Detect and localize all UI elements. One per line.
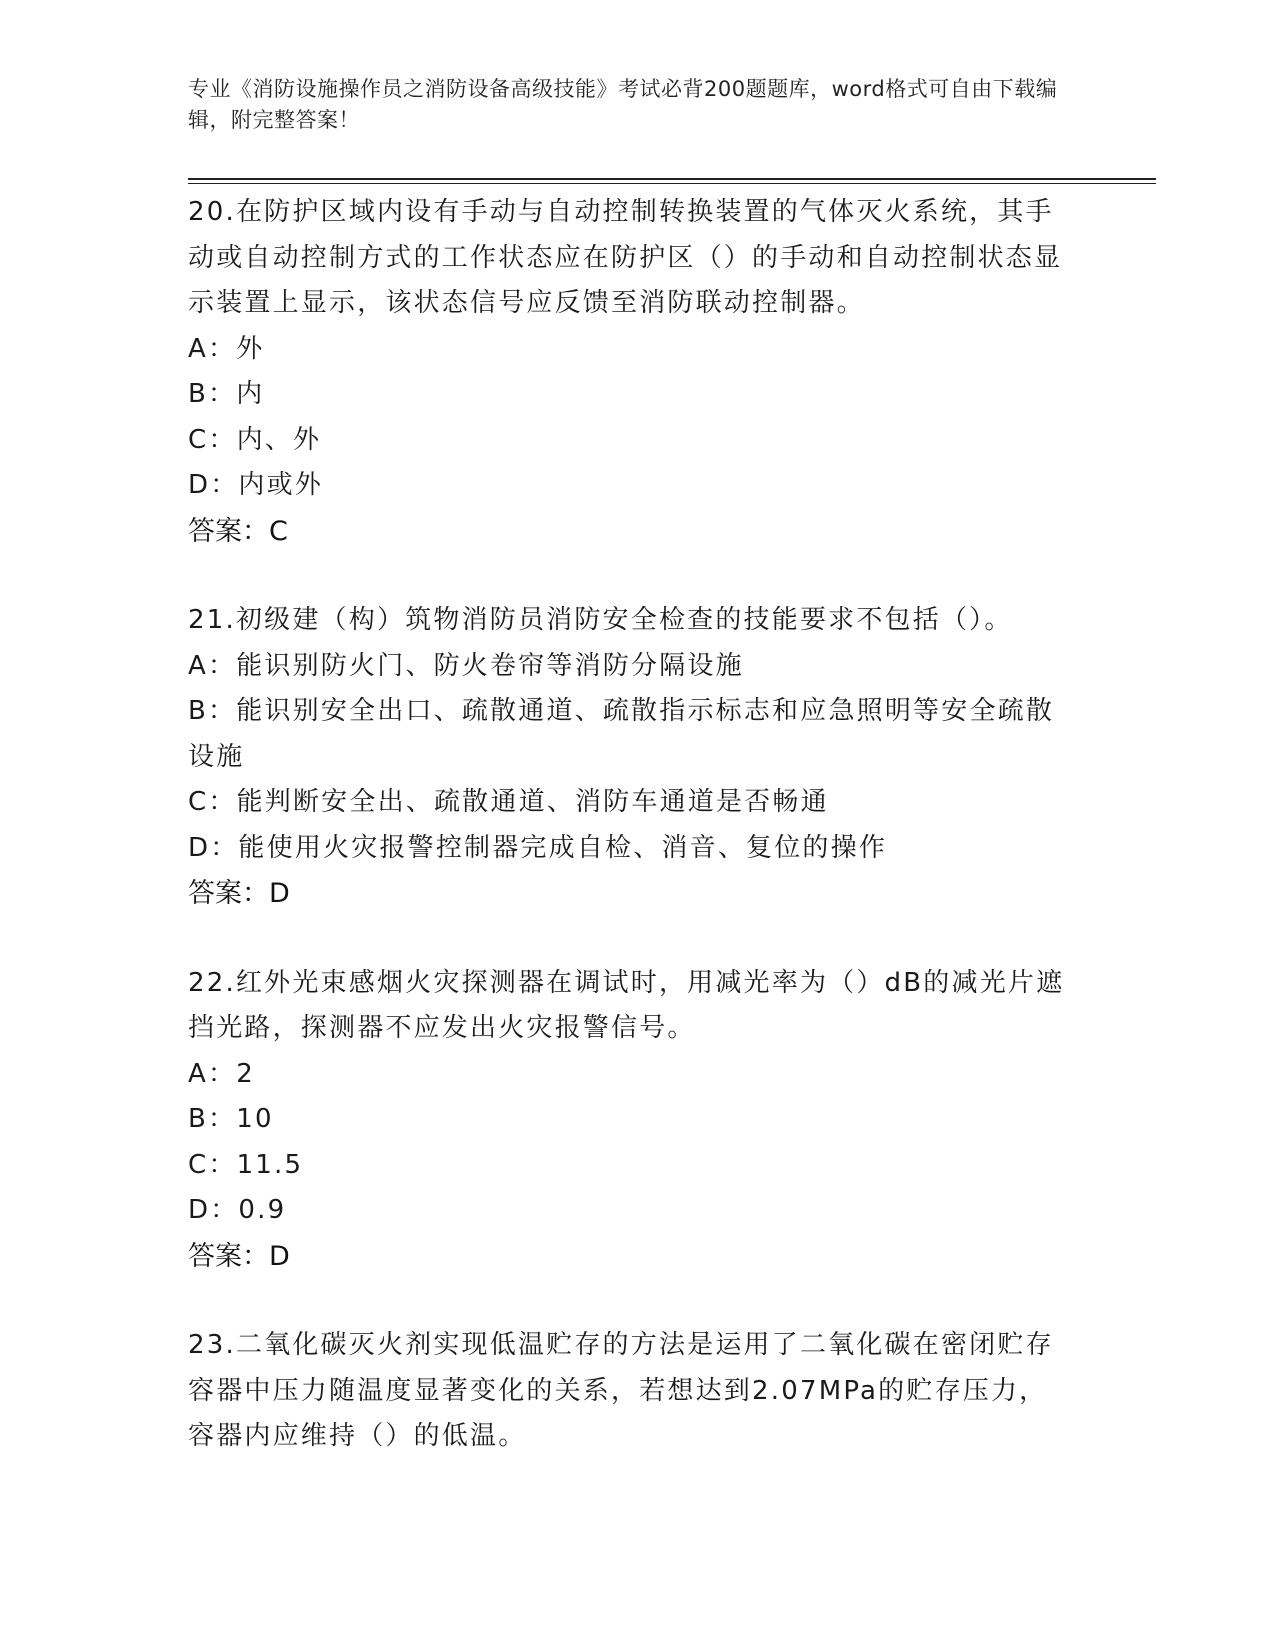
option-key: B： xyxy=(188,696,237,726)
option-text: 内或外 xyxy=(238,470,324,500)
option-c xyxy=(188,1143,1073,1189)
option-key: B： xyxy=(188,379,237,409)
question-stem: 23.二氧化碳灭火剂实现低温贮存的方法是运用了二氧化碳在密闭贮存容器中压力随温度显著变化的关系，若想达到2.07MPa的贮存压力，容器内应维持（）的低温。 xyxy=(188,1330,1054,1451)
option-text: 能识别安全出口、疏散通道、疏散指示标志和应急照明等安全疏散设施 xyxy=(188,696,1055,772)
option-key: A： xyxy=(188,333,237,364)
question-21 xyxy=(188,598,1088,917)
option-text: 内 xyxy=(236,379,265,409)
option-text: 能识别防火门、防火卷帘等消防分隔设施 xyxy=(236,650,744,681)
option-d xyxy=(188,463,1073,509)
option-b xyxy=(188,372,1073,418)
question-22 xyxy=(188,961,1088,1280)
option-a xyxy=(188,327,1073,373)
question-20 xyxy=(188,190,1088,554)
answer-label: 答案：D xyxy=(188,1240,290,1272)
option-key: A： xyxy=(188,650,237,681)
question-list xyxy=(188,190,1088,1504)
option-text: 11.5 xyxy=(236,1149,304,1180)
option-text: 外 xyxy=(236,333,265,364)
option-key: D： xyxy=(188,832,239,863)
option-text: 0.9 xyxy=(238,1195,287,1225)
question-stem: 20.在防护区域内设有手动与自动控制转换装置的气体灭火系统，其手动或自动控制方式的工作状态应在防护区（）的手动和自动控制状态显示装置上显示，该状态信号应反馈至消防联动控制器。 xyxy=(188,197,1063,318)
option-b xyxy=(188,689,1073,780)
option-key: D： xyxy=(188,470,239,500)
option-c xyxy=(188,780,1073,826)
option-key: C： xyxy=(188,1149,237,1180)
option-d xyxy=(188,1188,1073,1234)
option-key: B： xyxy=(188,1104,237,1134)
answer-label: 答案：D xyxy=(188,878,290,909)
document-header: 专业《消防设施操作员之消防设备高级技能》考试必背200题题库，word格式可自由下载编辑，附完整答案！ xyxy=(188,77,1058,132)
option-key: D： xyxy=(188,1195,239,1225)
header-rule-thick xyxy=(188,178,1156,180)
option-text: 能使用火灾报警控制器完成自检、消音、复位的操作 xyxy=(238,832,888,863)
option-b xyxy=(188,1097,1073,1143)
option-a xyxy=(188,644,1073,690)
option-text: 能判断安全出、疏散通道、消防车通道是否畅通 xyxy=(236,787,829,817)
option-text: 内、外 xyxy=(236,424,322,455)
option-d xyxy=(188,826,1073,872)
option-text: 2 xyxy=(236,1058,255,1089)
option-key: A： xyxy=(188,1058,237,1089)
option-key: C： xyxy=(188,424,237,455)
option-c xyxy=(188,418,1073,464)
question-stem: 21.初级建（构）筑物消防员消防安全检查的技能要求不包括（）。 xyxy=(188,605,1013,635)
question-23 xyxy=(188,1323,1088,1460)
question-stem: 22.红外光束感烟火灾探测器在调试时，用减光率为（）dB的减光片遮挡光路，探测器不应发出火灾报警信号。 xyxy=(188,967,1065,1043)
option-key: C： xyxy=(188,787,237,817)
answer-label: 答案：C xyxy=(188,515,288,547)
header-rule-thin xyxy=(188,183,1156,184)
option-text: 10 xyxy=(236,1104,274,1134)
option-a xyxy=(188,1052,1073,1098)
